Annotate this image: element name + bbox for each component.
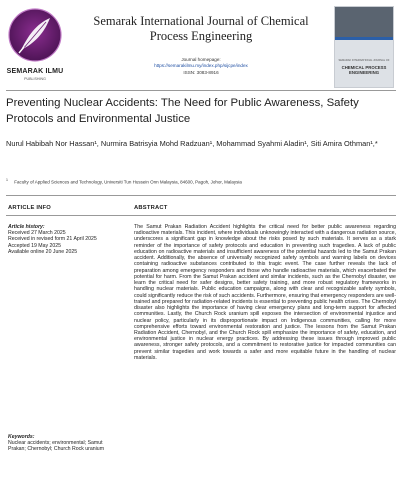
article-info-heading: ARTICLE INFO <box>8 205 51 211</box>
abstract-heading: ABSTRACT <box>134 205 168 211</box>
cover-accent-bar <box>335 37 393 40</box>
header-divider <box>6 90 396 91</box>
paper-title: Preventing Nuclear Accidents: The Need for Public Awareness, Safety Protocols and Environmental Justice <box>6 97 359 125</box>
online-date: Available online 20 June 2025 <box>8 248 78 255</box>
keywords-title: Keywords: <box>8 434 35 440</box>
publisher-logo <box>6 6 64 86</box>
cover-title: CHEMICAL PROCESS ENGINEERING <box>341 65 387 75</box>
keywords-list: Nuclear accidents; environmental; Samut Prakan; Chernobyl; Church Rock uranium <box>8 440 105 453</box>
issn: ISSN: 3083-8916 <box>183 69 219 75</box>
affiliation <box>6 178 398 185</box>
section-divider-bottom <box>6 215 396 216</box>
affiliation-text: Faculty of Applied Sciences and Technology, Universiti Tun Hussein Onn Malaysia, 84600, Pagoh, Johor, Malaysia <box>14 179 242 185</box>
homepage-link[interactable]: https://semarakilmu.my/index.php/sijcpe/index <box>154 63 248 69</box>
author-list: Nurul Habibah Nor Hassan¹, Nurmira Batrisyia Mohd Radzuan¹, Mohammad Syahmi Aladin¹, Siti Amira Othman¹,* <box>6 139 378 148</box>
publisher-sub: PUBLISHING <box>24 77 46 81</box>
publisher-name: SEMARAK ILMU <box>6 68 64 75</box>
quill-logo-icon <box>6 6 64 66</box>
revised-date: Received in revised form 21 April 2025 <box>8 236 97 243</box>
journal-info <box>88 57 314 76</box>
keywords-block <box>8 434 120 453</box>
history-title: Article history: <box>8 224 45 230</box>
journal-cover-image <box>334 6 394 88</box>
section-divider-top <box>6 195 396 196</box>
homepage-label: Journal homepage: <box>181 57 221 62</box>
affiliation-mark: 1 <box>6 178 8 182</box>
cover-photo <box>335 7 393 37</box>
cover-kicker: SEMARAK INTERNATIONAL JOURNAL OF <box>338 59 390 62</box>
article-history <box>8 224 120 255</box>
journal-header <box>0 0 402 88</box>
received-date: Received 27 March 2025 <box>8 230 66 237</box>
journal-title: Semarak International Journal of Chemical Process Engineering <box>93 14 309 43</box>
abstract-text: The Samut Prakan Radiation Accident highlights the critical need for better public awareness regarding radioactive materials. This incident, where individuals unknowingly interacted with a dangerous radiation source, underscores a significant gap in knowledge about the risks posed by such materials. It serves as a stark reminder of the importance of safety protocols and education in preventing such tragedies. A lack of public education on radioactive materials and insufficient awareness of the potential hazards led to the Samut Prakan accident. Additionally, the absence of universally recognized safety symbols and warning labels on devices containing radioactive substances contributed to this tragic event. The case further reveals the lack of preparation among emergency responders and those who handle radioactive materials, which exacerbated the potential for harm. From the Samut Prakan accident and similar incidents, such as the Chernobyl disaster, we learn the critical need for safer designs, better safety training, and more robust regulatory frameworks in handling nuclear materials. Public education campaigns, along with clear and recognizable safety symbols, could significantly reduce the risk of such accidents. Furthermore, ensuring that emergency responders are well-trained and prepared for radiation-related incidents is essential to preventing public health crises. The Chernobyl disaster also highlights the importance of having clear emergency plans and long-term support for affected communities. Lastly, the Church Rock uranium spill exposes the intersection of environmental injustice and nuclear policy, particularly in its disproportionate impact on Indigenous communities, calling for more comprehensive efforts toward environmental restoration and justice. The lessons from the Samut Prakan Radiation Accident, Chernobyl, and the Church Rock spill emphasize the importance of safety, education, and environmental justice in nuclear energy practices. By addressing these issues through improved public awareness, stronger safety protocols, and a commitment to restorative justice for impacted communities can prevent similar tragedies and work towards a safer and more equitable future in the handling of nuclear materials. <box>134 224 396 361</box>
accepted-date: Accepted 19 May 2025 <box>8 242 62 249</box>
